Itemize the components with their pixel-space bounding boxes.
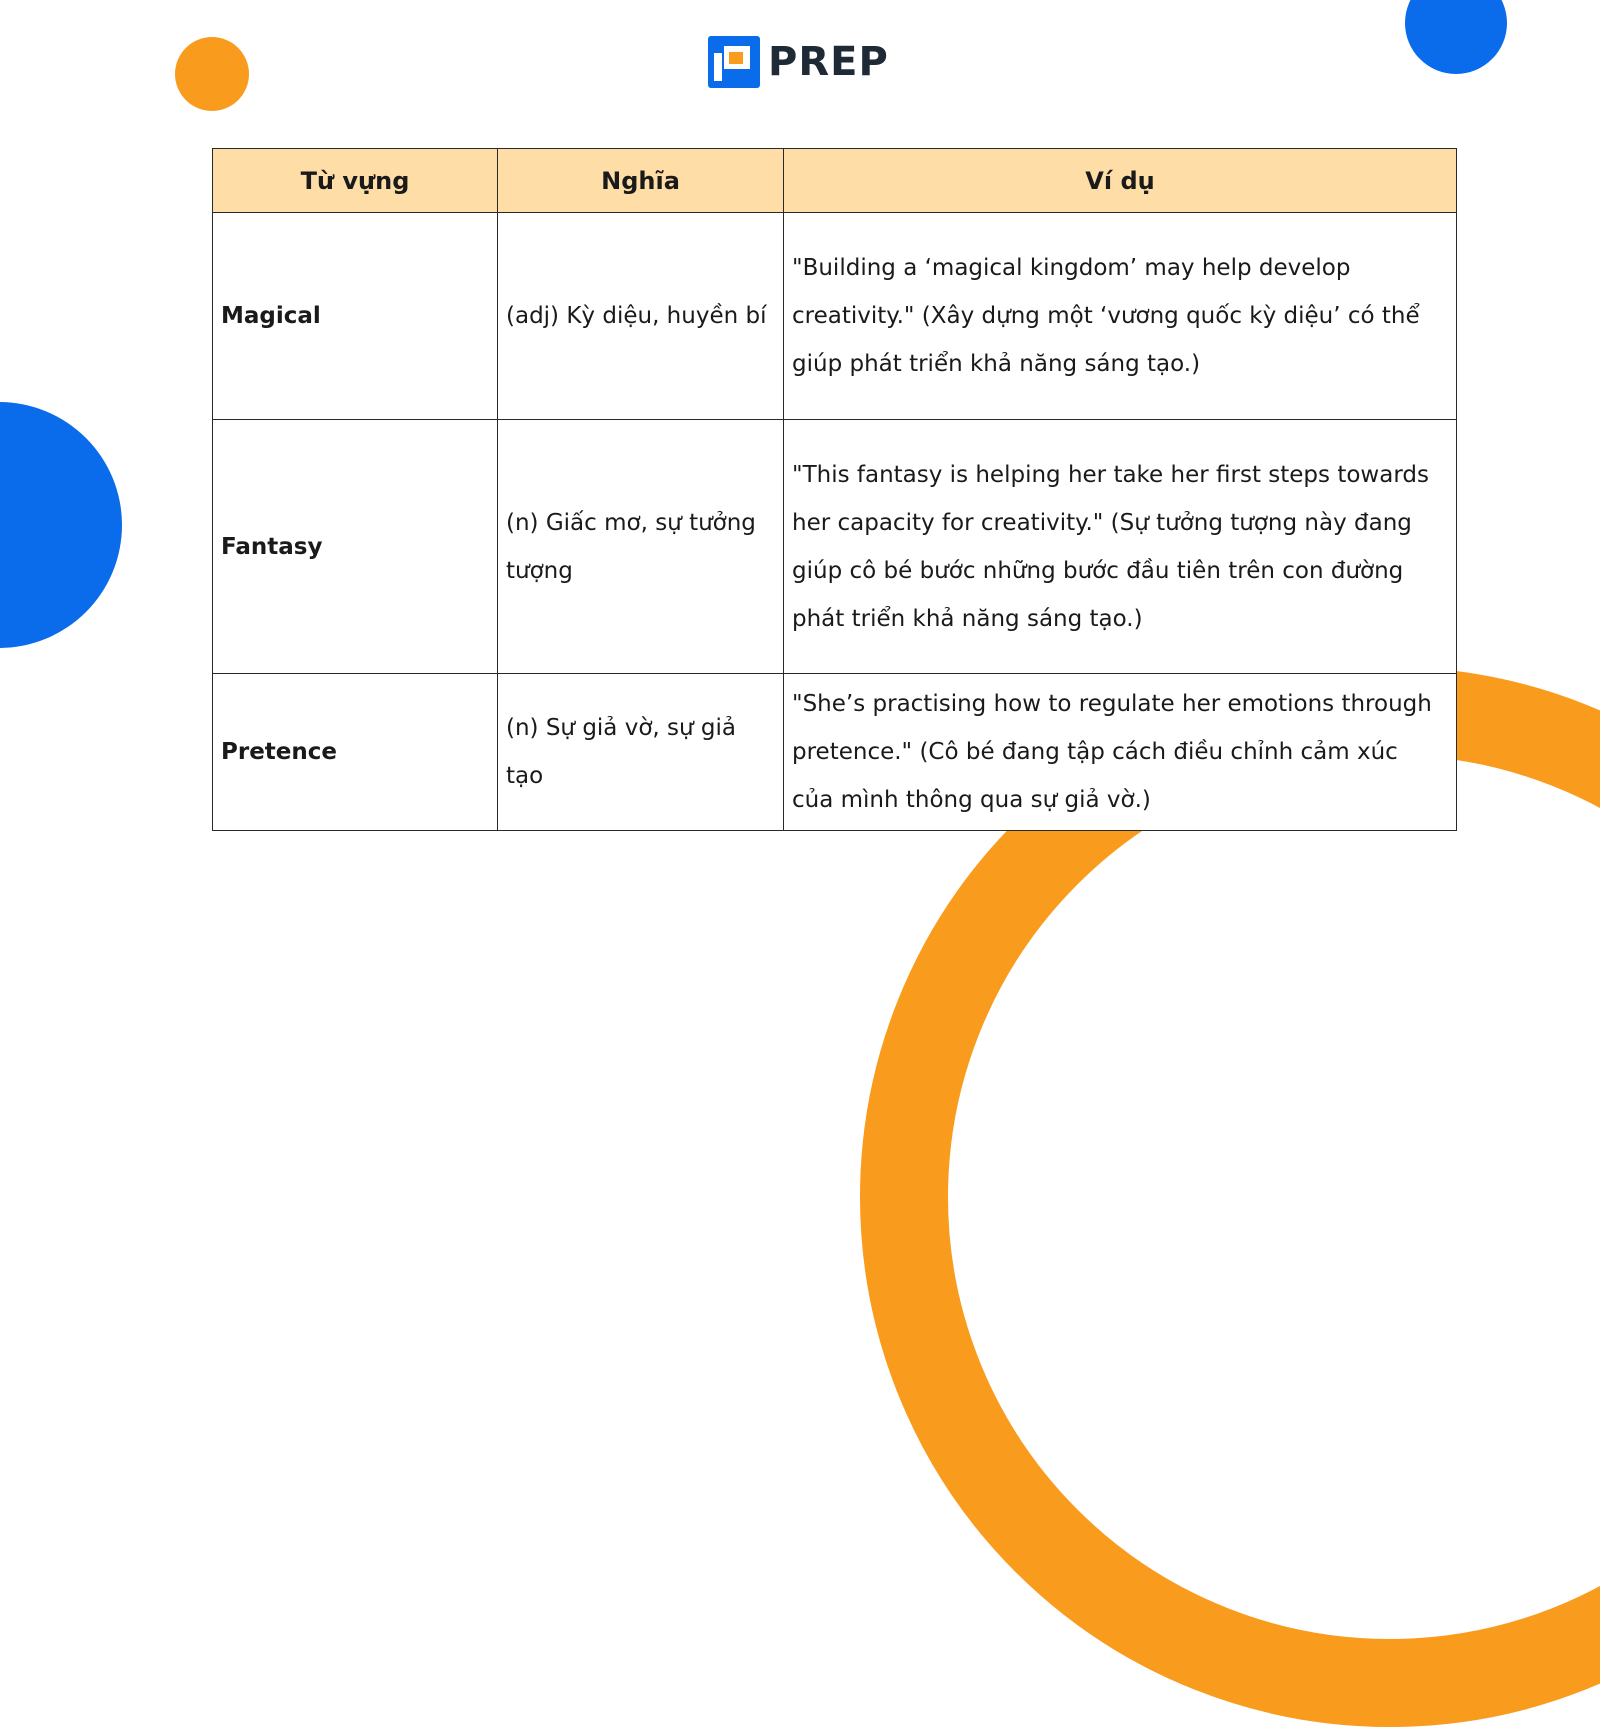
header-meaning: Nghĩa xyxy=(498,149,784,213)
header-vocabulary: Từ vựng xyxy=(213,149,498,213)
vocab-word: Pretence xyxy=(213,674,498,831)
table-row xyxy=(213,213,1457,420)
prep-logo xyxy=(708,36,889,88)
decorative-orange-dot xyxy=(175,37,249,111)
table-row xyxy=(213,674,1457,831)
vocab-word: Magical xyxy=(213,213,498,420)
prep-logo-text: PREP xyxy=(768,39,889,85)
vocabulary-table xyxy=(212,148,1457,831)
vocab-example: "She’s practising how to regulate her emotions through pretence." (Cô bé đang tập cách điều chỉnh cảm xúc của mình thông qua sự giả vờ.) xyxy=(784,674,1457,831)
vocab-example: "Building a ‘magical kingdom’ may help develop creativity." (Xây dựng một ‘vương quốc kỳ diệu’ có thể giúp phát triển khả năng sáng tạo.) xyxy=(784,213,1457,420)
vocab-meaning: (n) Giấc mơ, sự tưởng tượng xyxy=(498,420,784,674)
table-row xyxy=(213,420,1457,674)
prep-logo-icon xyxy=(708,36,760,88)
vocab-word: Fantasy xyxy=(213,420,498,674)
decorative-blue-circle-left xyxy=(0,402,122,648)
decorative-blue-circle-top-right xyxy=(1405,0,1507,74)
vocab-meaning: (n) Sự giả vờ, sự giả tạo xyxy=(498,674,784,831)
header-example: Ví dụ xyxy=(784,149,1457,213)
vocab-meaning: (adj) Kỳ diệu, huyền bí xyxy=(498,213,784,420)
table-header-row xyxy=(213,149,1457,213)
vocab-example: "This fantasy is helping her take her first steps towards her capacity for creativity." (Sự tưởng tượng này đang giúp cô bé bước những bước đầu tiên trên con đường phát triển khả năng sáng tạo.) xyxy=(784,420,1457,674)
